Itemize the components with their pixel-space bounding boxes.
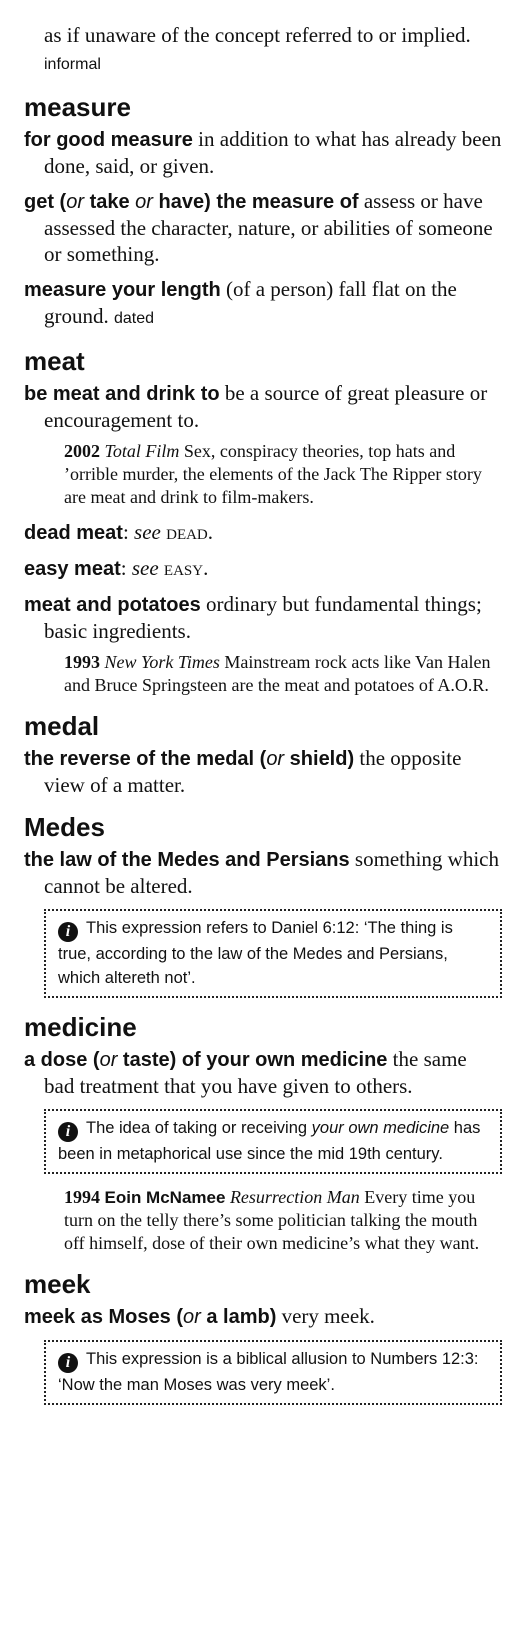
idiom [24,188,502,267]
idiom-definition: the opposite view of a matter. [44,746,462,797]
register-label: dated [114,310,155,327]
citation-text: Every time you turn on the telly there’s some politician talking the mouth off himself, dose of their own medicine’s what they want. [64,1187,480,1253]
headword: meat [24,346,85,376]
info-icon: i [58,922,78,942]
citation-author: Eoin McNamee [104,1188,226,1207]
idiom [24,745,502,798]
entry-medes [24,812,502,998]
entry-measure [24,92,502,332]
citation [64,651,502,697]
idiom-phrase: for good measure [24,129,193,151]
citation-source: Resurrection Man [229,1187,360,1207]
idiom-definition: very meek. [281,1304,375,1328]
usage-note [44,1109,502,1174]
citation-year: 1994 [64,1187,100,1207]
headword: measure [24,92,131,122]
note-text: The idea of taking or receiving your own medicine has been in metaphorical use since the mid 19th century. [58,1119,481,1163]
citation-text: Mainstream rock acts like Van Halen and Bruce Springsteen are the meat and potatoes of A.O.R. [64,652,491,695]
headword: meek [24,1269,91,1299]
citation-year: 1993 [64,652,100,672]
citation-text: Sex, conspiracy theories, top hats and ’orrible murder, the elements of the Jack The Ripper story are meat and drink to film-makers. [64,441,482,507]
dictionary-page [24,0,502,1419]
idiom: dead meat: see dead. [24,520,214,544]
headword: medicine [24,1012,137,1042]
entry-meek [24,1269,502,1405]
idiom [24,380,502,433]
idiom-phrase: measure your length [24,279,221,301]
idiom [24,1046,502,1099]
idiom [24,591,502,644]
idiom-phrase: the law of the Medes and Persians [24,849,350,871]
entry-meat [24,346,502,697]
entry-medicine [24,1012,502,1255]
citation-source: Total Film [104,441,180,461]
idiom-phrase: meek as Moses (or a lamb) [24,1306,277,1328]
idiom-phrase: get (or take or have) the measure of [24,191,359,213]
idiom-definition: something which cannot be altered. [44,847,499,898]
idiom [24,276,502,332]
usage-note [44,1340,502,1405]
idiom [24,1303,502,1330]
idiom-phrase: be meat and drink to [24,383,220,405]
headword: medal [24,711,100,741]
headword: Medes [24,812,105,842]
idiom-phrase: meat and potatoes [24,594,201,616]
entry-medal [24,711,502,798]
register-label: informal [44,56,101,73]
note-text: This expression is a biblical allusion to Numbers 12:3: ‘Now the man Moses was very meek’. [58,1350,479,1394]
idiom-phrase: a dose (or taste) of your own medicine [24,1049,388,1071]
continuation-text: as if unaware of the concept referred to or implied. informal [44,23,471,73]
idiom [24,126,502,179]
citation-source: New York Times [104,652,220,672]
idiom-definition: (of a person) fall flat on the ground. [44,277,457,328]
idiom-phrase: easy meat [24,558,121,580]
note-text: This expression refers to Daniel 6:12: ‘The thing is true, according to the law of the Medes and Persians, which altereth not’. [58,919,453,987]
info-icon: i [58,1122,78,1142]
idiom-definition: in addition to what has already been done, said, or given. [44,127,502,178]
idiom-phrase: the reverse of the medal (or shield) [24,748,355,770]
idiom [24,846,502,899]
citation-year: 2002 [64,441,100,461]
idiom-phrase: dead meat [24,522,123,544]
idiom-definition: be a source of great pleasure or encouragement to. [44,381,488,432]
idiom-definition: the same bad treatment that you have given to others. [44,1047,467,1098]
info-icon: i [58,1353,78,1373]
cross-reference-link[interactable]: dead [166,520,208,544]
citation [64,1186,502,1255]
idiom: easy meat: see easy. [24,556,209,580]
citation [64,440,502,509]
cross-reference-link[interactable]: easy [163,556,204,580]
idiom-definition: assess or have assessed the character, nature, or abilities of someone or something. [44,189,493,266]
usage-note [44,909,502,998]
idiom-definition: ordinary but fundamental things; basic ingredients. [44,592,482,643]
